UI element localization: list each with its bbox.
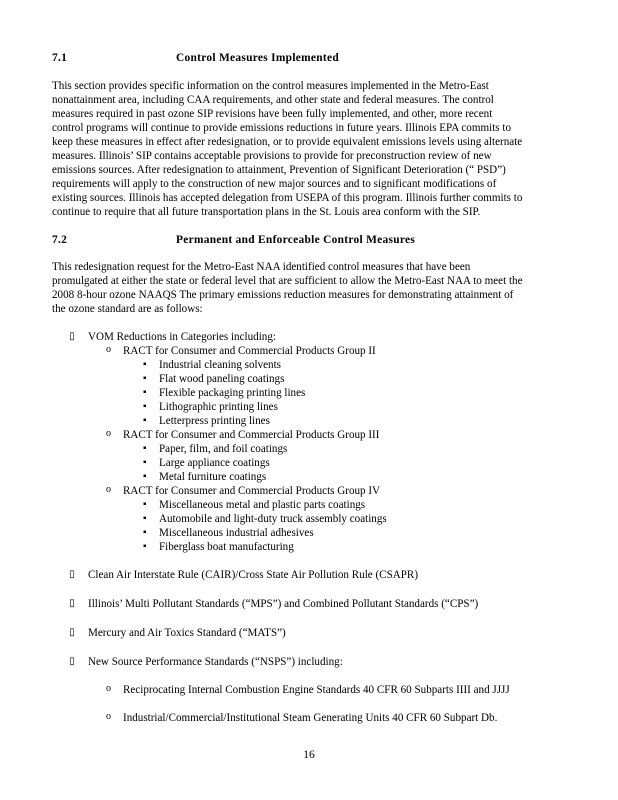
text-line: This section provides specific information on the control measures implemented in the Metro-East bbox=[52, 80, 489, 92]
text-line: continue to require that all future transportation plans in the St. Louis area conform with the SIP. bbox=[52, 206, 481, 219]
paragraph-redesignation bbox=[52, 260, 568, 316]
text-line: requirements will apply to the construction of new major sources and to significant modifications of bbox=[52, 178, 497, 191]
list-item-group-iv: RACT for Consumer and Commercial Products Group IV bbox=[123, 485, 381, 497]
list-item: Miscellaneous industrial adhesives bbox=[159, 527, 314, 539]
list-item-nsps: New Source Performance Standards (“NSPS”) including: bbox=[88, 656, 343, 668]
list-item: Automobile and light-duty truck assembly coatings bbox=[159, 513, 387, 525]
sub-bullet-glyph: o bbox=[106, 683, 111, 694]
text-line: existing sources. Illinois has accepted delegation from USEPA of this program. Illinois further commits to bbox=[52, 192, 523, 205]
square-bullet-glyph: ▪ bbox=[143, 471, 147, 482]
text-line: emissions sources. After redesignation to attainment, Prevention of Significant Deterioration (“ PSD”) bbox=[52, 164, 506, 177]
list-item: Flat wood paneling coatings bbox=[159, 373, 285, 385]
list-item-mps: Illinois’ Multi Pollutant Standards (“MPS”) and Combined Pollutant Standards (“CPS”) bbox=[88, 598, 479, 610]
list-item: Fiberglass boat manufacturing bbox=[159, 541, 294, 553]
sub-bullet-glyph: o bbox=[106, 711, 111, 722]
text-line: measures required in past ozone SIP revisions have been fully implemented, and other, more recent bbox=[52, 108, 493, 121]
list-item: Letterpress printing lines bbox=[159, 415, 270, 427]
list-item-vom: VOM Reductions in Categories including: bbox=[88, 331, 276, 343]
bullet-glyph: ▯ bbox=[69, 627, 75, 638]
list-item-mats: Mercury and Air Toxics Standard (“MATS”) bbox=[88, 627, 286, 639]
section-title-7-2: Permanent and Enforceable Control Measures bbox=[176, 234, 416, 246]
list-item: Miscellaneous metal and plastic parts coatings bbox=[159, 499, 366, 511]
list-item-steam: Industrial/Commercial/Institutional Steam Generating Units 40 CFR 60 Subpart Db. bbox=[123, 712, 498, 724]
sub-bullet-glyph: o bbox=[106, 344, 111, 355]
text-line: measures. Illinois’ SIP contains acceptable provisions to provide for preconstruction review of new bbox=[52, 150, 492, 163]
square-bullet-glyph: ▪ bbox=[143, 541, 147, 552]
text-line: control programs will continue to provide emissions reductions in future years. Illinois EPA commits to bbox=[52, 122, 511, 135]
list-item: Large appliance coatings bbox=[159, 457, 270, 469]
list-item: Metal furniture coatings bbox=[159, 471, 267, 483]
section-number-7-1: 7.1 bbox=[52, 52, 68, 64]
list-item-cair: Clean Air Interstate Rule (CAIR)/Cross State Air Pollution Rule (CSAPR) bbox=[88, 569, 419, 581]
list-item: Industrial cleaning solvents bbox=[159, 359, 282, 371]
page-number: 16 bbox=[303, 749, 315, 761]
square-bullet-glyph: ▪ bbox=[143, 415, 147, 426]
square-bullet-glyph: ▪ bbox=[143, 387, 147, 398]
square-bullet-glyph: ▪ bbox=[143, 499, 147, 510]
square-bullet-glyph: ▪ bbox=[143, 457, 147, 468]
bullet-glyph: ▯ bbox=[69, 656, 75, 667]
bullet-glyph: ▯ bbox=[69, 598, 75, 609]
list-item-group-iii: RACT for Consumer and Commercial Products Group III bbox=[123, 429, 380, 441]
section-title-7-1: Control Measures Implemented bbox=[176, 52, 340, 64]
square-bullet-glyph: ▪ bbox=[143, 401, 147, 412]
section-number-7-2: 7.2 bbox=[52, 234, 68, 246]
text-line: nonattainment area, including CAA requirements, and other state and federal measures. The control bbox=[52, 94, 494, 107]
square-bullet-glyph: ▪ bbox=[143, 373, 147, 384]
list-item: Lithographic printing lines bbox=[159, 401, 278, 413]
list-item: Paper, film, and foil coatings bbox=[159, 443, 288, 455]
square-bullet-glyph: ▪ bbox=[143, 527, 147, 538]
square-bullet-glyph: ▪ bbox=[143, 513, 147, 524]
text-line: the ozone standard are as follows: bbox=[52, 303, 203, 316]
square-bullet-glyph: ▪ bbox=[143, 443, 147, 454]
list-item: Flexible packaging printing lines bbox=[159, 387, 306, 399]
paragraph-control-measures bbox=[52, 79, 568, 219]
bullet-glyph: ▯ bbox=[69, 569, 75, 580]
bullet-glyph: ▯ bbox=[69, 331, 75, 342]
text-line: keep these measures in effect after redesignation, or to provide equivalent emissions levels using alternate bbox=[52, 136, 523, 149]
text-line: promulgated at either the state or federal level that are sufficient to allow the Metro-East NAA to meet the bbox=[52, 275, 523, 288]
list-item-group-ii: RACT for Consumer and Commercial Products Group II bbox=[123, 345, 376, 357]
list-item-rice: Reciprocating Internal Combustion Engine Standards 40 CFR 60 Subparts IIII and JJJJ bbox=[123, 684, 510, 696]
sub-bullet-glyph: o bbox=[106, 484, 111, 495]
square-bullet-glyph: ▪ bbox=[143, 359, 147, 370]
sub-bullet-glyph: o bbox=[106, 428, 111, 439]
text-line: 2008 8-hour ozone NAAQS The primary emissions reduction measures for demonstrating attainment of bbox=[52, 289, 514, 302]
text-line: This redesignation request for the Metro-East NAA identified control measures that have been bbox=[52, 261, 471, 273]
